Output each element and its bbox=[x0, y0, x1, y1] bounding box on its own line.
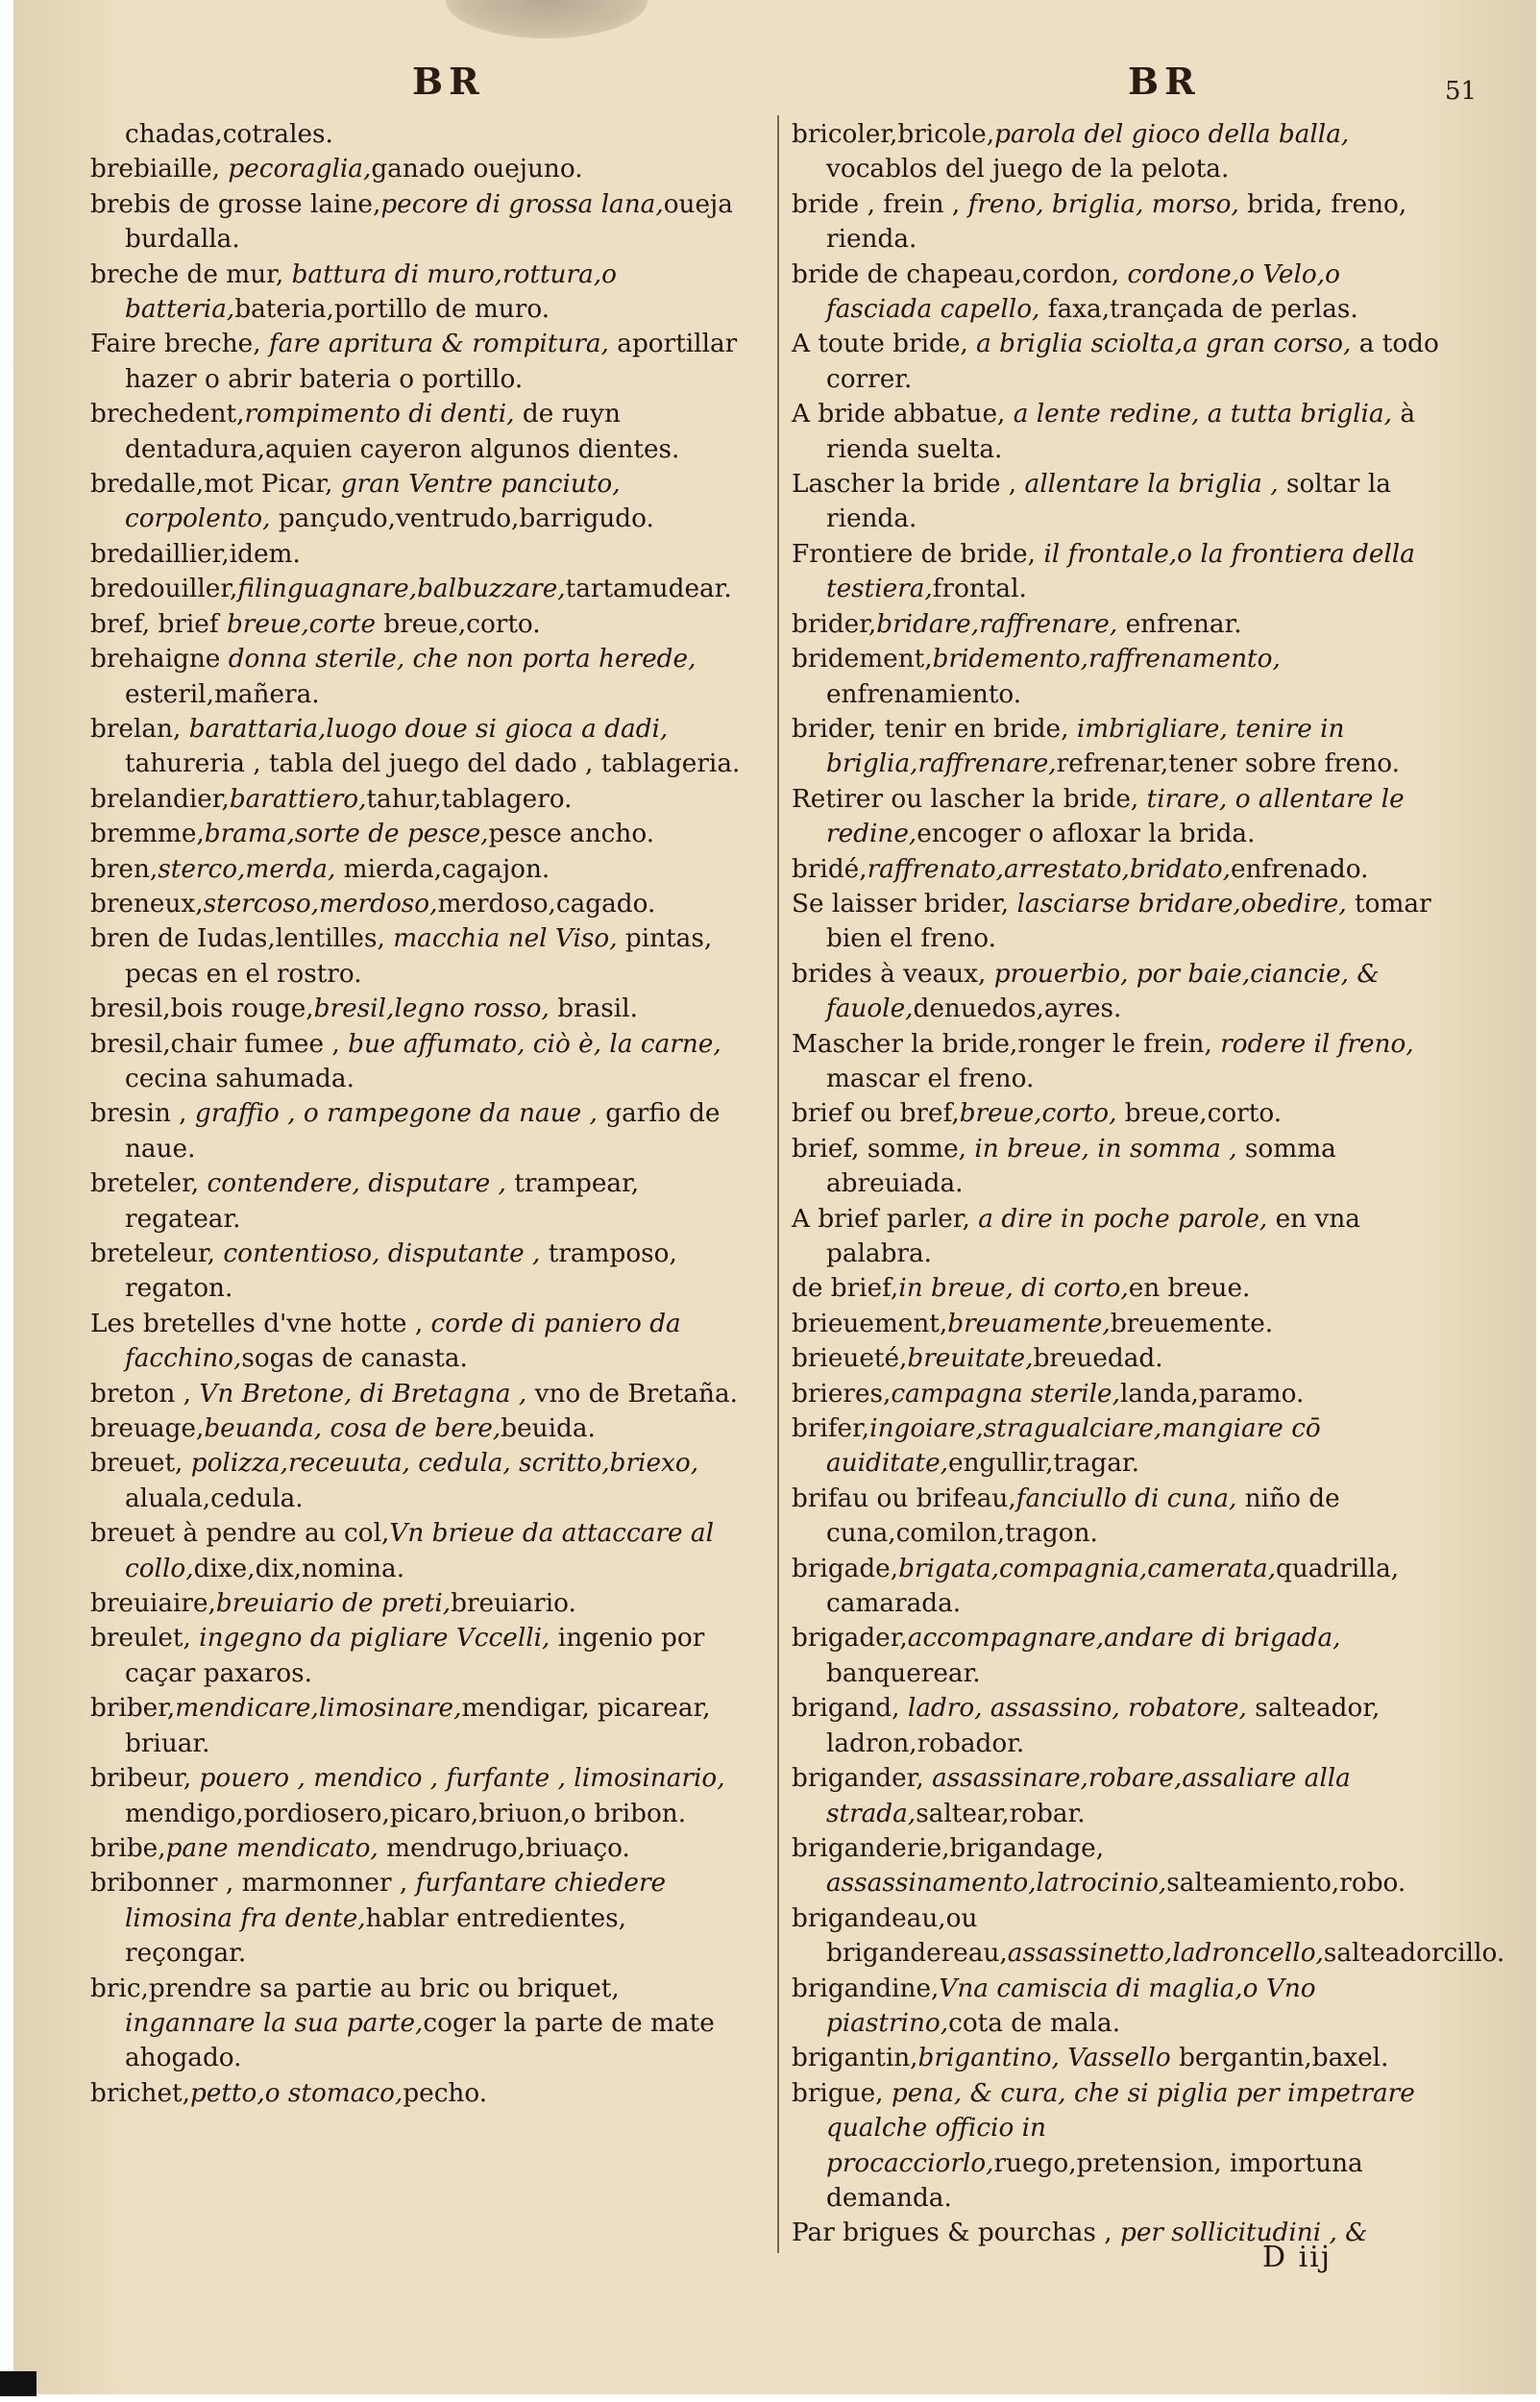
dictionary-entry bbox=[792, 257, 1445, 328]
dictionary-entry bbox=[792, 1202, 1445, 1272]
entry-text: breuiaire, bbox=[90, 1589, 216, 1619]
entry-text: bricoler,bricole, bbox=[792, 120, 995, 149]
entry-text: breteler, bbox=[90, 1169, 208, 1199]
dictionary-entry bbox=[90, 117, 748, 152]
entry-text: ruego,pretension, importuna demanda. bbox=[826, 2148, 1363, 2213]
dictionary-entry bbox=[90, 187, 748, 257]
entry-italian-text: donna sterile, che non porta herede, bbox=[228, 645, 697, 674]
entry-text: dixe,dix,nomina. bbox=[193, 1554, 405, 1583]
dictionary-entry bbox=[90, 852, 748, 887]
entry-text: en breue. bbox=[1128, 1274, 1251, 1304]
entry-text: breuedad. bbox=[1033, 1344, 1163, 1374]
entry-italian-text: filinguagnare,balbuzzare, bbox=[237, 575, 566, 604]
entry-italian-text: in breue, di corto, bbox=[898, 1274, 1129, 1304]
entry-text: refrenar,tener sobre freno. bbox=[1056, 749, 1401, 779]
dictionary-entry bbox=[90, 2076, 748, 2111]
dictionary-entry bbox=[792, 1411, 1445, 1482]
entry-text: brieres, bbox=[792, 1379, 892, 1409]
entry-text: tahureria , tabla del juego del dado , tablageria. bbox=[125, 749, 741, 779]
entry-text: mascar el freno. bbox=[826, 1064, 1035, 1093]
entry-text: bren de Iudas,lentilles, bbox=[90, 924, 394, 954]
entry-text: tramposo, regaton. bbox=[125, 1239, 677, 1304]
entry-italian-text: petto,o stomaco, bbox=[189, 2078, 403, 2108]
entry-text: bresin , bbox=[90, 1099, 195, 1129]
entry-text: bric,prendre sa partie au bric ou briquet, bbox=[90, 1973, 620, 2003]
dictionary-entry bbox=[90, 1972, 748, 2076]
dictionary-entry bbox=[792, 1972, 1445, 2042]
entry-text: brides à veaux, bbox=[792, 959, 994, 989]
entry-text: breulet, bbox=[90, 1624, 200, 1654]
dictionary-entry bbox=[792, 1271, 1445, 1306]
entry-text: chadas,cotrales. bbox=[125, 120, 333, 149]
entry-italian-text: pouero , mendico , furfante , limosinario, bbox=[199, 1764, 725, 1794]
entry-text: ingenio por caçar paxaros. bbox=[125, 1624, 705, 1688]
entry-text: Se laisser brider, bbox=[792, 889, 1017, 919]
entry-text: denuedos,ayres. bbox=[913, 994, 1122, 1024]
entry-text: pesce ancho. bbox=[488, 820, 655, 849]
dictionary-entry bbox=[792, 1027, 1445, 1097]
dictionary-entry bbox=[90, 1166, 748, 1237]
entry-text: bribeur, bbox=[90, 1764, 200, 1794]
entry-text: brieueté, bbox=[792, 1344, 908, 1374]
entry-text: bateria,portillo de muro. bbox=[234, 295, 550, 325]
entry-text: encoger o afloxar la brida. bbox=[917, 820, 1256, 849]
entry-text: breuemente. bbox=[1110, 1309, 1274, 1338]
entry-italian-text: ingoiare,stragualciare,mangiare cō auiditate, bbox=[826, 1414, 1321, 1479]
entry-text: vno de Bretaña. bbox=[526, 1379, 739, 1409]
dictionary-entry bbox=[792, 1691, 1445, 1761]
entry-text: cota de mala. bbox=[948, 2008, 1121, 2038]
entry-italian-text: polizza,receuuta, cedula, scritto,briexo, bbox=[190, 1449, 699, 1479]
entry-text: niño de cuna,comilon,tragon. bbox=[826, 1483, 1340, 1549]
entry-italian-text: fare apritura & rompitura, bbox=[268, 330, 609, 359]
entry-italian-text: lasciarse bridare,obedire, bbox=[1016, 889, 1347, 919]
entry-text: Par brigues & pourchas , bbox=[792, 2218, 1120, 2248]
entry-text: breue,corto. bbox=[1116, 1099, 1283, 1129]
entry-italian-text: brigantino, Vassello bbox=[917, 2044, 1171, 2073]
entry-text: enfrenamiento. bbox=[826, 679, 1022, 709]
entry-text: beuida. bbox=[501, 1414, 596, 1444]
dictionary-entry bbox=[90, 1237, 748, 1307]
dictionary-entry bbox=[792, 1901, 1505, 1972]
left-column bbox=[90, 117, 748, 2111]
entry-text: en vna palabra. bbox=[826, 1204, 1360, 1268]
entry-text: brasil. bbox=[549, 994, 638, 1024]
book-page bbox=[13, 0, 1536, 2394]
dictionary-entry bbox=[792, 1307, 1445, 1341]
running-head-right: BR bbox=[1128, 60, 1201, 103]
entry-text: garfio de naue. bbox=[125, 1099, 721, 1164]
dictionary-entry bbox=[90, 257, 748, 328]
dictionary-entry bbox=[792, 397, 1445, 467]
scan-edge-mark bbox=[0, 2371, 37, 2396]
entry-text: brehaigne bbox=[90, 645, 229, 674]
entry-italian-text: pecoraglia, bbox=[228, 155, 372, 184]
entry-text: bride de chapeau,cordon, bbox=[792, 259, 1128, 289]
dictionary-entry bbox=[792, 1552, 1445, 1622]
entry-text: Lascher la bride , bbox=[792, 470, 1025, 500]
dictionary-entry bbox=[90, 572, 748, 606]
entry-italian-text: a lente redine, a tutta briglia, bbox=[1013, 400, 1392, 429]
entry-italian-text: stercoso,merdoso, bbox=[203, 889, 438, 919]
dictionary-entry bbox=[90, 1691, 748, 1761]
dictionary-entry bbox=[792, 327, 1445, 397]
entry-text: landa,paramo. bbox=[1119, 1379, 1305, 1409]
entry-italian-text: contentioso, disputante , bbox=[223, 1239, 541, 1268]
entry-italian-text: imbrigliare, tenire in briglia,raffrenare, bbox=[826, 714, 1345, 779]
dictionary-entry bbox=[792, 2076, 1445, 2217]
entry-italian-text: barattiero, bbox=[229, 784, 367, 814]
entry-text: cecina sahumada. bbox=[125, 1064, 354, 1093]
entry-text: brebis de grosse laine, bbox=[90, 189, 381, 219]
dictionary-entry bbox=[792, 852, 1445, 887]
entry-text: frontal. bbox=[932, 575, 1027, 604]
dictionary-entry bbox=[792, 2216, 1445, 2250]
dictionary-entry bbox=[90, 1307, 748, 1377]
entry-text: enfrenar. bbox=[1117, 609, 1242, 639]
entry-text: banquerear. bbox=[826, 1658, 981, 1688]
column-rule bbox=[777, 115, 779, 2253]
entry-text: breuet, bbox=[90, 1449, 191, 1479]
entry-text: à rienda suelta. bbox=[826, 400, 1416, 464]
entry-italian-text: raffrenato,arrestato,bridato, bbox=[867, 854, 1231, 884]
entry-italian-text: campagna sterile, bbox=[891, 1379, 1120, 1409]
entry-text: breneux, bbox=[90, 889, 204, 919]
entry-text: brigade, bbox=[792, 1554, 899, 1583]
dictionary-entry bbox=[90, 1516, 748, 1586]
dictionary-entry bbox=[90, 1831, 748, 1866]
entry-text: engullir,tragar. bbox=[948, 1449, 1139, 1479]
page-stain bbox=[446, 0, 648, 38]
entry-text: pançudo,ventrudo,barrigudo. bbox=[270, 504, 654, 534]
entry-italian-text: tirare, o allentare le redine, bbox=[826, 784, 1405, 849]
entry-italian-text: breue,corto, bbox=[959, 1099, 1117, 1129]
entry-text: tahur,tablagero. bbox=[366, 784, 573, 814]
entry-italian-text: rompimento di denti, bbox=[244, 400, 515, 429]
entry-italian-text: bridare,raffrenare, bbox=[876, 609, 1118, 639]
entry-text: Les bretelles d'vne hotte , bbox=[90, 1309, 431, 1338]
entry-text: mendrugo,briuaço. bbox=[378, 1833, 630, 1863]
dictionary-entry bbox=[792, 1482, 1445, 1552]
dictionary-entry bbox=[90, 1621, 748, 1691]
entry-italian-text: ladro, assassino, robatore, bbox=[907, 1694, 1247, 1724]
entry-text: faxa,trançada de perlas. bbox=[1039, 295, 1358, 325]
entry-italian-text: beuanda, cosa de bere, bbox=[204, 1414, 501, 1444]
entry-text: merdoso,cagado. bbox=[437, 889, 656, 919]
dictionary-entry bbox=[90, 642, 748, 712]
entry-italian-text: gran Ventre panciuto, corpolento, bbox=[125, 470, 621, 534]
entry-text: brigantin, bbox=[792, 2044, 918, 2073]
entry-text: breton , bbox=[90, 1379, 200, 1409]
entry-text: pecho. bbox=[403, 2078, 488, 2108]
entry-italian-text: brama,sorte de pesce, bbox=[204, 820, 489, 849]
entry-text: soltar la rienda. bbox=[826, 470, 1391, 534]
entry-text: brigand, bbox=[792, 1694, 908, 1724]
entry-italian-text: accompagnare,andare di brigada, bbox=[907, 1624, 1341, 1654]
dictionary-entry bbox=[792, 607, 1445, 642]
dictionary-entry bbox=[90, 992, 748, 1026]
entry-text: brieuement, bbox=[792, 1309, 948, 1338]
dictionary-entry bbox=[792, 1621, 1445, 1691]
entry-text: quadrilla, camarada. bbox=[826, 1554, 1400, 1619]
dictionary-entry bbox=[90, 1411, 748, 1446]
entry-text: enfrenado. bbox=[1230, 854, 1369, 884]
dictionary-entry bbox=[90, 1866, 748, 1971]
entry-text: vocablos del juego de la pelota. bbox=[826, 155, 1230, 184]
entry-italian-text: allentare la briglia , bbox=[1024, 470, 1279, 500]
dictionary-entry bbox=[90, 782, 748, 817]
entry-italian-text: rodere il freno, bbox=[1220, 1029, 1414, 1059]
entry-italian-text: in breue, in somma , bbox=[974, 1134, 1237, 1164]
entry-italian-text: breuamente, bbox=[947, 1309, 1111, 1338]
entry-italian-text: bue affumato, ciò è, la carne, bbox=[348, 1029, 721, 1059]
dictionary-entry bbox=[792, 782, 1445, 852]
entry-text: Mascher la bride,ronger le frein, bbox=[792, 1029, 1221, 1059]
entry-italian-text: pena, & cura, che si piglia per impetrare qualche officio in procacciorlo, bbox=[826, 2078, 1415, 2178]
entry-italian-text: corde di paniero da facchino, bbox=[125, 1309, 681, 1374]
entry-italian-text: breuitate, bbox=[907, 1344, 1034, 1374]
entry-text: brelan, bbox=[90, 714, 189, 744]
entry-italian-text: furfantare chiedere limosina fra dente, bbox=[125, 1869, 667, 1933]
entry-italian-text: Vna camiscia di maglia,o Vno piastrino, bbox=[826, 1973, 1316, 2038]
signature-mark: D iij bbox=[1262, 2241, 1332, 2274]
entry-text: brigander, bbox=[792, 1764, 933, 1794]
entry-text: saltear,robar. bbox=[916, 1799, 1086, 1828]
dictionary-entry bbox=[792, 1132, 1445, 1202]
entry-text: bribe, bbox=[90, 1833, 166, 1863]
entry-text: tartamudear. bbox=[565, 575, 732, 604]
entry-text: brigandeau,ou brigandereau, bbox=[792, 1903, 1008, 1969]
dictionary-entry bbox=[90, 712, 748, 782]
entry-text: ganado ouejuno. bbox=[371, 155, 583, 184]
entry-text: hablar entredientes, reçongar. bbox=[125, 1903, 627, 1969]
entry-italian-text: macchia nel Viso, bbox=[393, 924, 618, 954]
entry-text: esteril,mañera. bbox=[125, 679, 320, 709]
entry-text: tomar bien el freno. bbox=[826, 889, 1431, 954]
entry-italian-text: fanciullo di cuna, bbox=[1015, 1483, 1237, 1513]
entry-text: bredalle,mot Picar, bbox=[90, 470, 341, 500]
entry-text: bridé, bbox=[792, 854, 868, 884]
entry-text: sogas de canasta. bbox=[241, 1344, 468, 1374]
entry-text: brida, freno, rienda. bbox=[826, 189, 1407, 255]
entry-text: brief ou bref, bbox=[792, 1099, 960, 1129]
entry-text: Retirer ou lascher la bride, bbox=[792, 784, 1147, 814]
entry-text: bride , frein , bbox=[792, 189, 968, 219]
entry-text: brider, bbox=[792, 609, 877, 639]
entry-text: bresil,bois rouge, bbox=[90, 994, 314, 1024]
entry-text: brechedent, bbox=[90, 400, 245, 429]
dictionary-entry bbox=[90, 1377, 748, 1411]
entry-text: somma abreuiada. bbox=[826, 1134, 1336, 1199]
entry-text: brifau ou brifeau, bbox=[792, 1483, 1016, 1513]
entry-text: briber, bbox=[90, 1694, 176, 1724]
right-column bbox=[792, 117, 1505, 2251]
entry-text: Frontiere de bride, bbox=[792, 539, 1044, 569]
entry-text: bref, brief bbox=[90, 609, 227, 639]
entry-italian-text: ingannare la sua parte, bbox=[125, 2008, 424, 2038]
entry-text: de brief, bbox=[792, 1274, 899, 1304]
entry-text: de ruyn dentadura,aquien cayeron algunos dientes. bbox=[125, 400, 680, 464]
dictionary-entry bbox=[90, 1761, 748, 1831]
dictionary-entry bbox=[90, 397, 748, 467]
entry-text: A brief parler, bbox=[792, 1204, 979, 1234]
entry-text: briganderie,brigandage, bbox=[792, 1833, 1105, 1863]
entry-text: aluala,cedula. bbox=[125, 1483, 304, 1513]
entry-text: Faire breche, bbox=[90, 330, 269, 359]
entry-italian-text: cordone,o Velo,o fasciada capello, bbox=[826, 259, 1340, 325]
running-head-left: BR bbox=[412, 60, 485, 103]
entry-italian-text: prouerbio, por baie,ciancie, & fauole, bbox=[826, 959, 1380, 1024]
dictionary-entry bbox=[90, 921, 748, 992]
entry-italian-text: a briglia sciolta,a gran corso, bbox=[976, 330, 1352, 359]
folio-number: 51 bbox=[1445, 77, 1478, 106]
dictionary-entry bbox=[792, 642, 1445, 712]
entry-text: oueja burdalla. bbox=[125, 189, 733, 255]
entry-text: brigandine, bbox=[792, 1973, 940, 2003]
dictionary-entry bbox=[792, 1377, 1445, 1411]
entry-italian-text: bridemento,raffrenamento, bbox=[932, 645, 1281, 674]
entry-text: breuiario. bbox=[451, 1589, 576, 1619]
entry-italian-text: breue,corte bbox=[226, 609, 377, 639]
entry-italian-text: bresil,legno rosso, bbox=[313, 994, 550, 1024]
dictionary-entry bbox=[90, 1446, 748, 1516]
entry-italian-text: contendere, disputare , bbox=[207, 1169, 506, 1199]
dictionary-entry bbox=[792, 1831, 1445, 1901]
entry-italian-text: breuiario de preti, bbox=[215, 1589, 452, 1619]
entry-text: bergantin,baxel. bbox=[1170, 2044, 1389, 2073]
entry-italian-text: brigata,compagnia,camerata, bbox=[898, 1554, 1277, 1583]
entry-italian-text: ingegno da pigliare Vccelli, bbox=[199, 1624, 550, 1654]
entry-text: salteamiento,robo. bbox=[1166, 1869, 1406, 1899]
entry-text: brief, somme, bbox=[792, 1134, 975, 1164]
entry-text: bresil,chair fumee , bbox=[90, 1029, 349, 1059]
entry-text: bridement, bbox=[792, 645, 933, 674]
entry-italian-text: il frontale,o la frontiera della testiera, bbox=[826, 539, 1415, 604]
dictionary-entry bbox=[792, 117, 1445, 187]
dictionary-entry bbox=[792, 537, 1445, 607]
dictionary-entry bbox=[90, 817, 748, 851]
dictionary-entry bbox=[792, 187, 1445, 257]
entry-italian-text: a dire in poche parole, bbox=[978, 1204, 1268, 1234]
entry-text: bribonner , marmonner , bbox=[90, 1869, 416, 1899]
entry-text: breche de mur, bbox=[90, 259, 292, 289]
dictionary-entry bbox=[90, 327, 748, 397]
entry-italian-text: assassinamento,latrocinio, bbox=[826, 1869, 1167, 1899]
entry-text: mendigo,pordiosero,picaro,briuon,o bribon. bbox=[125, 1799, 687, 1828]
entry-text: bremme, bbox=[90, 820, 205, 849]
entry-text: A toute bride, bbox=[792, 330, 977, 359]
dictionary-entry bbox=[792, 887, 1445, 957]
entry-italian-text: freno, briglia, morso, bbox=[967, 189, 1239, 219]
dictionary-entry bbox=[90, 1586, 748, 1621]
dictionary-entry bbox=[90, 1096, 748, 1166]
entry-italian-text: assassinetto,ladroncello, bbox=[1007, 1939, 1324, 1969]
entry-italian-text: Vn Bretone, di Bretagna , bbox=[199, 1379, 527, 1409]
entry-text: bredaillier,idem. bbox=[90, 539, 301, 569]
entry-text: brebiaille, bbox=[90, 155, 229, 184]
entry-text: breue,corto. bbox=[376, 609, 541, 639]
entry-text: mendigar, picarear, briuar. bbox=[125, 1694, 711, 1758]
entry-text: bren, bbox=[90, 854, 159, 884]
entry-italian-text: barattaria,luogo doue si gioca a dadi, bbox=[188, 714, 669, 744]
entry-italian-text: graffio , o rampegone da naue , bbox=[194, 1099, 598, 1129]
dictionary-entry bbox=[90, 537, 748, 572]
entry-text: brelandier, bbox=[90, 784, 230, 814]
entry-text: brigader, bbox=[792, 1624, 908, 1654]
entry-text: trampear, regatear. bbox=[125, 1169, 640, 1234]
entry-italian-text: mendicare,limosinare, bbox=[175, 1694, 462, 1724]
dictionary-entry bbox=[792, 957, 1445, 1027]
entry-text: mierda,cagajon. bbox=[335, 854, 550, 884]
entry-italian-text: assassinare,robare,assaliare alla strada, bbox=[826, 1764, 1351, 1828]
entry-italian-text: Vn brieue da attaccare al collo, bbox=[125, 1519, 714, 1583]
entry-text: salteadorcillo. bbox=[1323, 1939, 1505, 1969]
entry-italian-text: pane mendicato, bbox=[165, 1833, 379, 1863]
dictionary-entry bbox=[792, 1341, 1445, 1376]
entry-text: pintas, pecas en el rostro. bbox=[125, 924, 713, 989]
dictionary-entry bbox=[792, 712, 1445, 782]
entry-text: A bride abbatue, bbox=[792, 400, 1014, 429]
dictionary-entry bbox=[792, 1096, 1445, 1131]
entry-italian-text: battura di muro,rottura,o batteria, bbox=[125, 259, 617, 325]
entry-text: brichet, bbox=[90, 2078, 190, 2108]
entry-text: a todo correr. bbox=[826, 330, 1439, 394]
entry-italian-text: sterco,merda, bbox=[158, 854, 336, 884]
dictionary-entry bbox=[792, 467, 1445, 537]
entry-text: bredouiller, bbox=[90, 575, 238, 604]
entry-text: breuage, bbox=[90, 1414, 205, 1444]
entry-text: salteador, ladron,robador. bbox=[826, 1694, 1381, 1758]
entry-italian-text: per sollicitudini , & bbox=[1119, 2218, 1368, 2248]
dictionary-entry bbox=[792, 2041, 1445, 2075]
dictionary-entry bbox=[90, 467, 748, 537]
dictionary-entry bbox=[90, 887, 748, 921]
entry-text: coger la parte de mate ahogado. bbox=[125, 2008, 715, 2073]
dictionary-entry bbox=[90, 607, 748, 642]
entry-text: brigue, bbox=[792, 2078, 892, 2108]
entry-text: brider, tenir en bride, bbox=[792, 714, 1077, 744]
dictionary-entry bbox=[90, 152, 748, 186]
entry-text: brifer, bbox=[792, 1414, 870, 1444]
entry-italian-text: pecore di grossa lana, bbox=[380, 189, 664, 219]
entry-italian-text: parola del gioco della balla, bbox=[994, 120, 1350, 149]
dictionary-entry bbox=[90, 1027, 748, 1097]
entry-text: breuet à pendre au col, bbox=[90, 1519, 390, 1549]
entry-text: aportillar hazer o abrir bateria o portillo. bbox=[125, 330, 738, 394]
dictionary-entry bbox=[792, 1761, 1445, 1831]
entry-text: breteleur, bbox=[90, 1239, 224, 1268]
